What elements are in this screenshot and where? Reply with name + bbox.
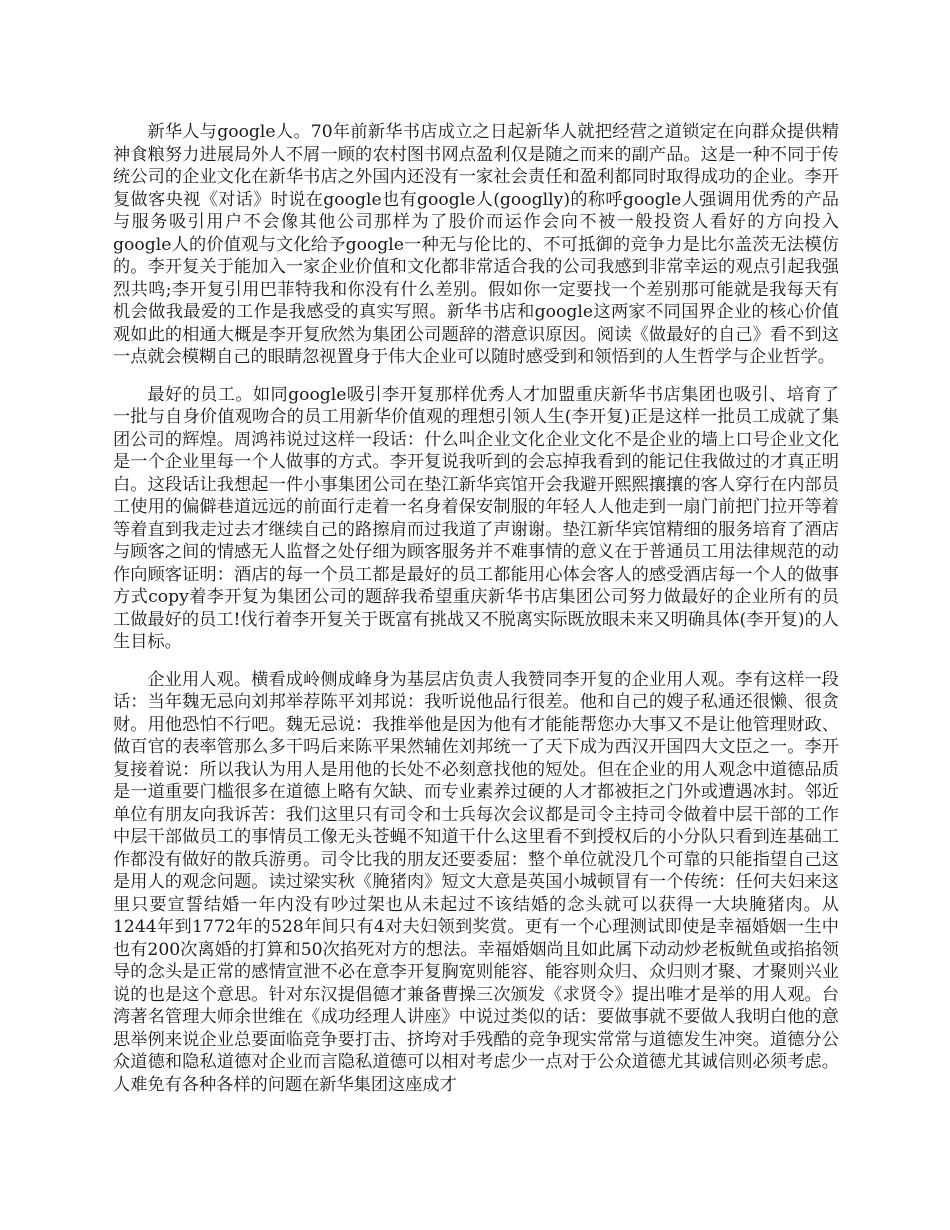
paragraph-hiring-philosophy: 企业用人观。横看成岭侧成峰身为基层店负责人我赞同李开复的企业用人观。李有这样一段话：当年魏无忌向刘邦举荐陈平刘邦说：我听说他品行很差。他和自己的嫂子私通还很懒、很贪财。用他恐怕不行吧。魏无忌说：我推举他是因为他有才能能帮您办大事又不是让他管理财政、做百官的表率管那么多干吗后来陈平果然辅佐刘邦统一了天下成为西汉开国四大文臣之一。李开复接着说：所以我认为用人是用他的长处不必刻意找他的短处。但在企业的用人观念中道德品质是一道重要门槛很多在道德上略有欠缺、而专业素养过硬的人才都被拒之门外或遭遇冰封。邻近单位有朋友向我诉苦：我们这里只有司令和士兵每次会议都是司令主持司令做着中层干部的工作中层干部做员工的事情员工像无头苍蝇不知道干什么这里看不到授权后的小分队只看到连基础工作都没有做好的散兵游勇。司令比我的朋友还要委屈：整个单位就没几个可靠的只能指望自己这是用人的观念问题。读过梁实秋《腌猪肉》短文大意是英国小城顿冒有一个传统：任何夫妇来这里只要宣誓结婚一年内没有吵过架也从未起过不该结婚的念头就可以获得一大块腌猪肉。从1244年到1772年的528年间只有4对夫妇领到奖赏。更有一个心理测试即使是幸福婚姻一生中也有200次离婚的打算和50次掐死对方的想法。幸福婚姻尚且如此属下动动炒老板鱿鱼或掐掐领导的念头是正常的感情宣泄不必在意李开复胸宽则能容、能容则众归、众归则才聚、才聚则兴业说的也是这个意思。针对东汉提倡德才兼备曹操三次颁发《求贤令》提出唯才是举的用人观。台湾著名管理大师余世维在《成功经理人讲座》中说过类似的话：要做事就不要做人我明白他的意思举例来说企业总要面临竞争要打击、挤垮对手残酷的竞争现实常常与道德发生冲突。道德分公众道德和隐私道德对企业而言隐私道德可以相对考虑少一点对于公众道德尤其诚信则必须考虑。人难免有各种各样的问题在新华集团这座成才: [113, 669, 839, 1095]
paragraph-best-employees: 最好的员工。如同google吸引李开复那样优秀人才加盟重庆新华书店集团也吸引、培育了一批与自身价值观吻合的员工用新华价值观的理想引领人生(李开复)正是这样一批员工成就了集团公司的辉煌。周鸿祎说过这样一段话：什么叫企业文化企业文化不是企业的墙上口号企业文化是一个企业里每一个人做事的方式。李开复说我听到的会忘掉我看到的能记住我做过的才真正明白。这段话让我想起一件小事集团公司在垫江新华宾馆开会我避开熙熙攘攘的客人穿行在内部员工使用的偏僻巷道远远的前面行走着一名身着保安制服的年轻人人他走到一扇门前把门拉开等着等着直到我走过去才继续自己的路擦肩而过我道了声谢谢。垫江新华宾馆精细的服务培育了酒店与顾客之间的情感无人监督之处仔细为顾客服务并不难事情的意义在于普通员工用法律规范的动作向顾客证明：酒店的每一个员工都是最好的员工都能用心体会客人的感受酒店每一个人的做事方式copy着李开复为集团公司的题辞我希望重庆新华书店集团公司努力做最好的企业所有的员工做最好的员工!伐行着李开复关于既富有挑战又不脱离实际既放眼未来又明确具体(李开复)的人生目标。: [113, 384, 839, 652]
paragraph-xinhua-and-google: 新华人与google人。70年前新华书店成立之日起新华人就把经营之道锁定在向群众提供精神食粮努力进展局外人不屑一顾的农村图书网点盈利仅是随之而来的副产品。这是一种不同于传统公司的企业文化在新华书店之外国内还没有一家社会责任和盈利都同时取得成功的企业。李开复做客央视《对话》时说在google也有google人(googlly)的称呼google人强调用优秀的产品与服务吸引用户不会像其他公司那样为了股价而运作会向不被一般投资人看好的方向投入google人的价值观与文化给予google一种无与伦比的、不可抵御的竞争力是比尔盖茨无法模仿的。李开复关于能加入一家企业价值和文化都非常适合我的公司我感到非常幸运的观点引起我强烈共鸣;李开复引用巴菲特我和你没有什么差别。假如你一定要找一个差别那可能就是我每天有机会做我最爱的工作是我感受的真实写照。新华书店和google这两家不同国界企业的核心价值观如此的相通大概是李开复欣然为集团公司题辞的潜意识原因。阅读《做最好的自己》看不到这一点就会模糊自己的眼睛忽视置身于伟大企业可以随时感受到和领悟到的人生哲学与企业哲学。: [113, 122, 839, 367]
document-body: [113, 121, 839, 1096]
